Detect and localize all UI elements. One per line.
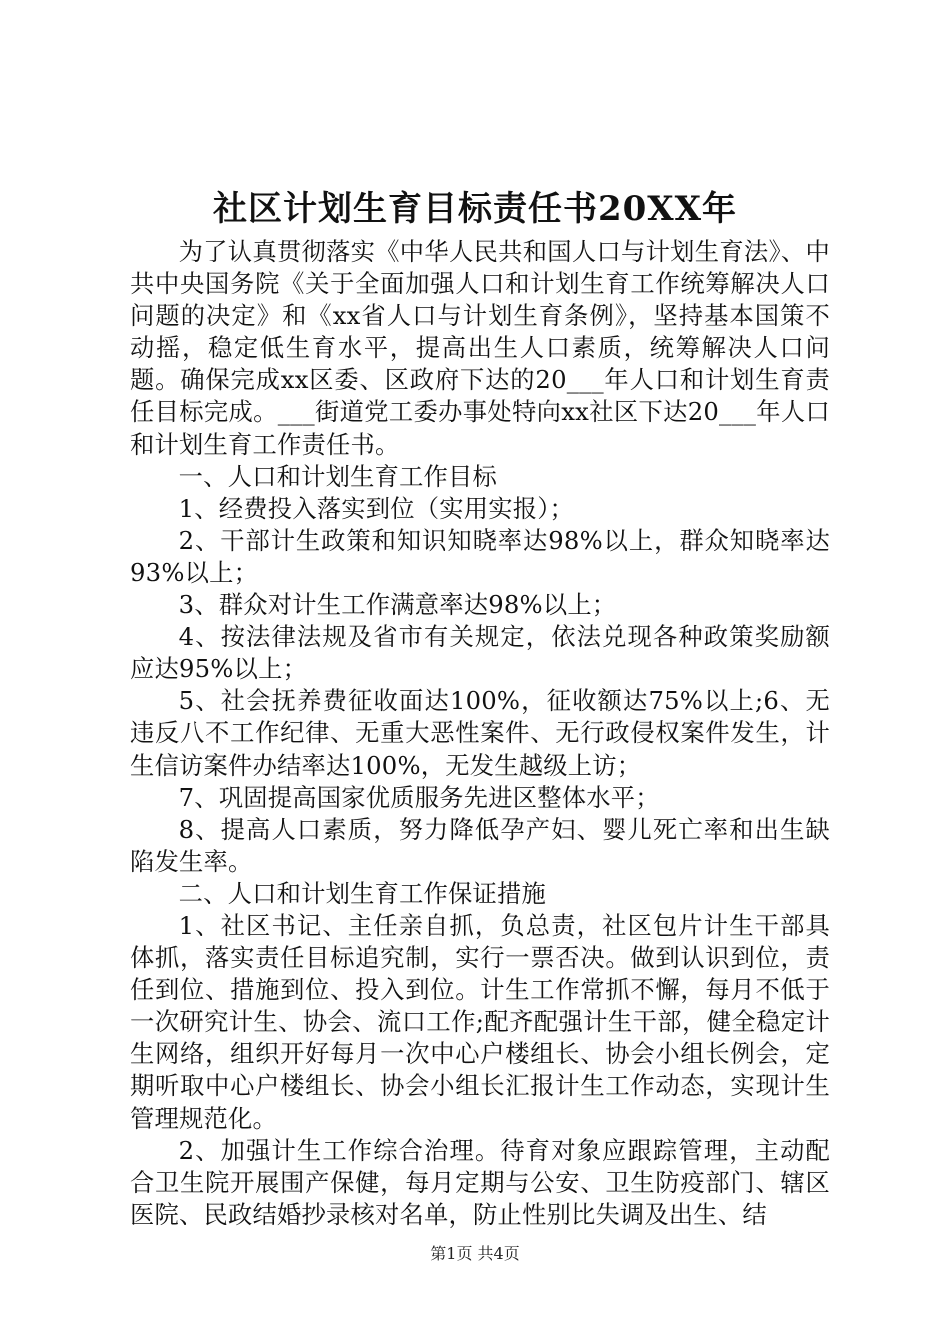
page-footer: 第1页 共4页 xyxy=(430,1244,520,1263)
document-title: 社区计划生育目标责任书20XX年 xyxy=(212,189,738,229)
goal-item-4: 4、按法律法规及省市有关规定，依法兑现各种政策奖励额应达95%以上； xyxy=(130,622,830,684)
section-heading-goals: 一、人口和计划生育工作目标 xyxy=(178,461,498,491)
measure-item-1: 1、社区书记、主任亲自抓，负总责，社区包片计生干部具体抓，落实责任目标追究制，实行一票否决。做到认识到位，责任到位、措施到位、投入到位。计生工作常抓不懈，每月不低于一次研究计生、协会、流口工作;配齐配强计生干部，健全稳定计生网络，组织开好每月一次中心户楼组长、协会小组长例会，定期听取中心户楼组长、协会小组长汇报计生工作动态，实现计生管理规范化。 xyxy=(130,910,830,1133)
goal-item-2: 2、干部计生政策和知识知晓率达98%以上，群众知晓率达93%以上； xyxy=(130,525,830,587)
goal-item-1: 1、经费投入落实到位（实用实报）； xyxy=(178,493,575,523)
goal-item-3: 3、群众对计生工作满意率达98%以上； xyxy=(178,590,617,620)
goal-item-8: 8、提高人口素质，努力降低孕产妇、婴儿死亡率和出生缺陷发生率。 xyxy=(130,814,830,876)
intro-paragraph: 为了认真贯彻落实《中华人民共和国人口与计划生育法》、中共中央国务院《关于全面加强人口和计划生育工作统筹解决人口问题的决定》和《xx省人口与计划生育条例》，坚持基本国策不动摇，稳定低生育水平，提高出生人口素质，统筹解决人口问题。确保完成xx区委、区政府下达的20___年人口和计划生育责任目标完成。___街道党工委办事处特向xx社区下达20___年人口和计划生育工作责任书。 xyxy=(130,237,830,459)
document-body xyxy=(130,236,830,1231)
goal-item-5-6: 5、社会抚养费征收面达100%，征收额达75%以上;6、无违反八不工作纪律、无重大恶性案件、无行政侵权案件发生，计生信访案件办结率达100%，无发生越级上访； xyxy=(130,686,830,780)
section-heading-measures: 二、人口和计划生育工作保证措施 xyxy=(178,878,547,908)
measure-item-2: 2、加强计生工作综合治理。待育对象应跟踪管理，主动配合卫生院开展围产保健，每月定期与公安、卫生防疫部门、辖区医院、民政结婚抄录核对名单，防止性别比失调及出生、结 xyxy=(130,1135,830,1229)
goal-item-7: 7、巩固提高国家优质服务先进区整体水平； xyxy=(178,782,660,812)
